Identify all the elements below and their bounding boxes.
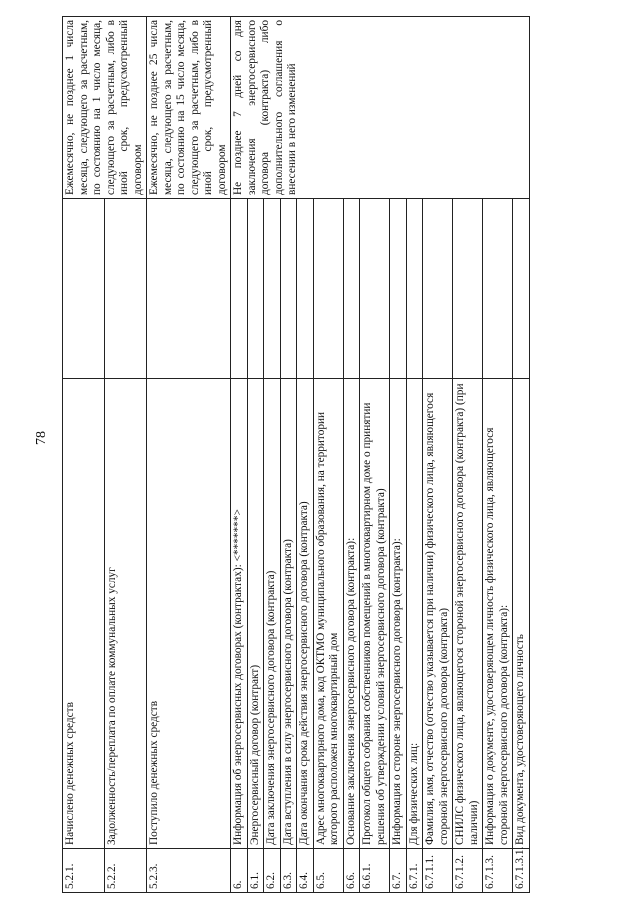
row-value	[390, 199, 407, 379]
row-label: Фамилия, имя, отчество (отчество указывается при наличии) физического лица, являющегося стороной энергосервисного договора (контракта)	[423, 379, 453, 849]
row-value	[63, 199, 105, 379]
row-number: 6.5.	[313, 849, 343, 893]
row-number: 6.7.1.2.	[453, 849, 483, 893]
row-value	[513, 199, 530, 379]
page-number: 78	[34, 431, 49, 445]
row-number: 6.2.	[264, 849, 281, 893]
row-number: 6.3.	[280, 849, 297, 893]
row-label: Энергосервисный договор (контракт)	[247, 379, 264, 849]
row-number: 6.7.1.1.	[423, 849, 453, 893]
row-value	[280, 199, 297, 379]
row-value	[453, 199, 483, 379]
row-label: Задолженность/переплата по оплате коммунальных услуг	[105, 379, 147, 849]
row-label: Начислено денежных средств	[63, 379, 105, 849]
row-value	[406, 199, 423, 379]
row-label: СНИЛС физического лица, являющегося стороной энергосервисного договора (контракта) (при наличии)	[453, 379, 483, 849]
row-label: Информация о документе, удостоверяющем личность физического лица, являющегося стороной энергосервисного договора (контракта):	[483, 379, 513, 849]
row-label: Протокол общего собрания собственников помещений в многоквартирном доме о принятии решения об утверждении условий энергосервисного договора (контракта)	[360, 379, 390, 849]
row-value	[231, 199, 248, 379]
table-body	[63, 17, 530, 893]
row-number: 5.2.3.	[147, 849, 231, 893]
row-number: 6.4.	[297, 849, 314, 893]
row-label: Вид документа, удостоверяющего личность	[513, 379, 530, 849]
row-label: Информация об энергосервисных договорах (контрактах): <*******>	[231, 379, 248, 849]
row-number: 6.7.1.3.	[483, 849, 513, 893]
row-label: Дата вступления в силу энергосервисного договора (контракта)	[280, 379, 297, 849]
row-value	[343, 199, 360, 379]
row-number: 6.6.1.	[360, 849, 390, 893]
row-label: Основание заключения энергосервисного договора (контракта):	[343, 379, 360, 849]
row-label: Дата заключения энергосервисного договора (контракта)	[264, 379, 281, 849]
row-number: 5.2.2.	[105, 849, 147, 893]
row-label: Информация о стороне энергосервисного договора (контракта):	[390, 379, 407, 849]
row-value	[264, 199, 281, 379]
row-number: 5.2.1.	[63, 849, 105, 893]
table-row	[63, 17, 105, 893]
requirements-table	[62, 16, 530, 893]
row-value	[297, 199, 314, 379]
row-value	[247, 199, 264, 379]
row-number: 6.7.1.	[406, 849, 423, 893]
row-deadline: Ежемесячно, не позднее 1 числа месяца, следующего за расчетным, по состоянию на 1 число месяца, следующего за расчетным, либо в иной срок, предусмотренный договором	[63, 17, 147, 199]
row-number: 6.7.	[390, 849, 407, 893]
row-value	[360, 199, 390, 379]
row-number: 6.	[231, 849, 248, 893]
row-number: 6.6.	[343, 849, 360, 893]
row-number: 6.1.	[247, 849, 264, 893]
row-label: Поступило денежных средств	[147, 379, 231, 849]
table-row	[147, 17, 231, 893]
row-value	[483, 199, 513, 379]
row-value	[147, 199, 231, 379]
row-deadline: Не позднее 7 дней со дня заключения энергосервисного договора (контракта) либо дополнительного соглашения о внесении в него изменений	[231, 17, 530, 199]
row-number: 6.7.1.3.1.	[513, 849, 530, 893]
row-value	[105, 199, 147, 379]
row-deadline: Ежемесячно, не позднее 25 числа месяца, следующего за расчетным, по состоянию на 15 число месяца, следующего за расчетным, либо в иной срок, предусмотренный договором	[147, 17, 231, 199]
table-row	[231, 17, 248, 893]
row-label: Для физических лиц:	[406, 379, 423, 849]
row-label: Адрес многоквартирного дома, код ОКТМО муниципального образования, на территории которого расположен многоквартирный дом	[313, 379, 343, 849]
row-label: Дата окончания срока действия энергосервисного договора (контракта)	[297, 379, 314, 849]
row-value	[313, 199, 343, 379]
row-value	[423, 199, 453, 379]
